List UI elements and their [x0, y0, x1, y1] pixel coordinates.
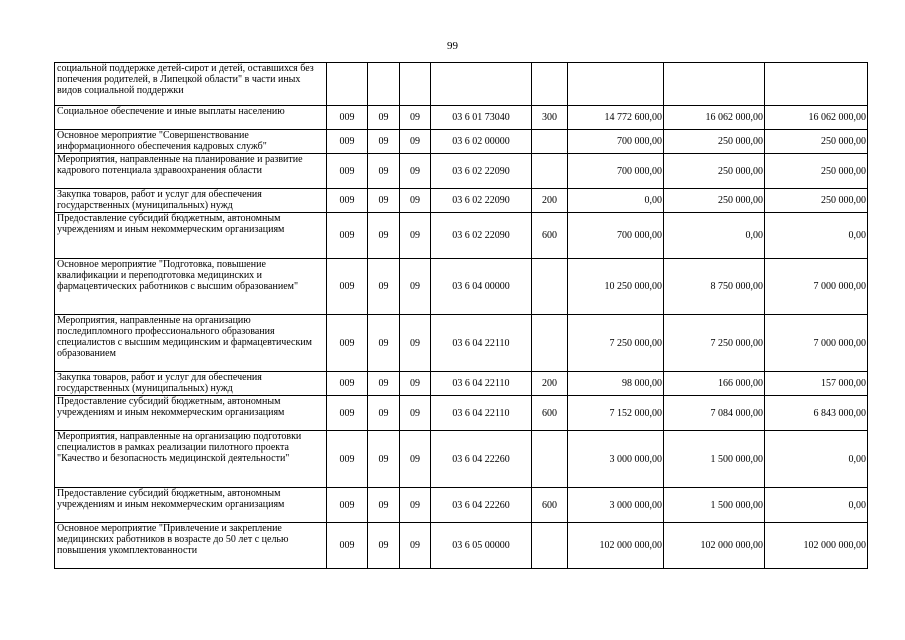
section-code: 09: [368, 213, 400, 259]
expense-type-code: 200: [532, 372, 568, 396]
amount-year-2: 250 000,00: [664, 189, 765, 213]
ministry-code: 009: [327, 488, 368, 523]
target-article-code: 03 6 04 22110: [431, 396, 532, 431]
ministry-code: 009: [327, 315, 368, 372]
ministry-code: 009: [327, 130, 368, 154]
row-name: Социальное обеспечение и иные выплаты населению: [55, 106, 327, 130]
amount-year-3: 0,00: [765, 431, 868, 488]
ministry-code: 009: [327, 396, 368, 431]
table-row: [55, 523, 868, 569]
subsection-code: 09: [400, 106, 431, 130]
amount-year-1: 700 000,00: [568, 130, 664, 154]
section-code: 09: [368, 315, 400, 372]
subsection-code: 09: [400, 130, 431, 154]
row-name: Мероприятия, направленные на организацию последипломного профессионального образования специалистов с высшим медицинским и фармацевтическим образованием: [55, 315, 327, 372]
expense-type-code: 300: [532, 106, 568, 130]
amount-year-3: 0,00: [765, 488, 868, 523]
section-code: 09: [368, 488, 400, 523]
target-article-code: 03 6 02 22090: [431, 189, 532, 213]
section-code: 09: [368, 189, 400, 213]
subsection-code: 09: [400, 523, 431, 569]
ministry-code: 009: [327, 154, 368, 189]
section-code: 09: [368, 259, 400, 315]
table-row: [55, 189, 868, 213]
row-name: Мероприятия, направленные на организацию подготовки специалистов в рамках реализации пилотного проекта "Качество и безопасность медицинской деятельности": [55, 431, 327, 488]
target-article-code: 03 6 01 73040: [431, 106, 532, 130]
ministry-code: 009: [327, 523, 368, 569]
amount-year-3: 102 000 000,00: [765, 523, 868, 569]
amount-year-3: 6 843 000,00: [765, 396, 868, 431]
ministry-code: 009: [327, 431, 368, 488]
amount-year-2: 1 500 000,00: [664, 431, 765, 488]
table-row: [55, 488, 868, 523]
ministry-code: 009: [327, 106, 368, 130]
expense-type-code: 600: [532, 488, 568, 523]
amount-year-3: 0,00: [765, 213, 868, 259]
target-article-code: 03 6 02 00000: [431, 130, 532, 154]
section-code: 09: [368, 106, 400, 130]
amount-year-3: 16 062 000,00: [765, 106, 868, 130]
row-name: Предоставление субсидий бюджетным, автономным учреждениям и иным некоммерческим организациям: [55, 213, 327, 259]
target-article-code: 03 6 04 22260: [431, 431, 532, 488]
amount-year-1: 10 250 000,00: [568, 259, 664, 315]
amount-year-2: 250 000,00: [664, 154, 765, 189]
table-row: [55, 315, 868, 372]
subsection-code: 09: [400, 488, 431, 523]
amount-year-3: 157 000,00: [765, 372, 868, 396]
expense-type-code: 600: [532, 396, 568, 431]
section-code: 09: [368, 431, 400, 488]
table-row: [55, 431, 868, 488]
amount-year-1: 7 250 000,00: [568, 315, 664, 372]
section-code: 09: [368, 130, 400, 154]
amount-year-1: 3 000 000,00: [568, 488, 664, 523]
amount-year-3: 250 000,00: [765, 189, 868, 213]
ministry-code: [327, 63, 368, 106]
section-code: 09: [368, 372, 400, 396]
section-code: 09: [368, 523, 400, 569]
amount-year-2: 102 000 000,00: [664, 523, 765, 569]
row-name: Предоставление субсидий бюджетным, автономным учреждениям и иным некоммерческим организациям: [55, 488, 327, 523]
amount-year-3: 7 000 000,00: [765, 259, 868, 315]
table-body: [55, 63, 868, 569]
subsection-code: 09: [400, 372, 431, 396]
amount-year-2: 7 250 000,00: [664, 315, 765, 372]
amount-year-1: [568, 63, 664, 106]
ministry-code: 009: [327, 259, 368, 315]
expense-type-code: [532, 130, 568, 154]
section-code: [368, 63, 400, 106]
amount-year-1: 700 000,00: [568, 154, 664, 189]
amount-year-3: [765, 63, 868, 106]
amount-year-2: [664, 63, 765, 106]
row-name: Закупка товаров, работ и услуг для обеспечения государственных (муниципальных) нужд: [55, 189, 327, 213]
subsection-code: 09: [400, 396, 431, 431]
row-name: Закупка товаров, работ и услуг для обеспечения государственных (муниципальных) нужд: [55, 372, 327, 396]
row-name: Предоставление субсидий бюджетным, автономным учреждениям и иным некоммерческим организациям: [55, 396, 327, 431]
ministry-code: 009: [327, 372, 368, 396]
row-name: Мероприятия, направленные на планирование и развитие кадрового потенциала здравоохранения области: [55, 154, 327, 189]
row-name: Основное мероприятие "Подготовка, повышение квалификации и переподготовка медицинских и фармацевтических работников с высшим образованием": [55, 259, 327, 315]
target-article-code: 03 6 04 22110: [431, 372, 532, 396]
expense-type-code: 600: [532, 213, 568, 259]
target-article-code: [431, 63, 532, 106]
amount-year-2: 0,00: [664, 213, 765, 259]
amount-year-1: 98 000,00: [568, 372, 664, 396]
row-name: Основное мероприятие "Привлечение и закрепление медицинских работников в возрасте до 50 лет с целью повышения укомплектованности: [55, 523, 327, 569]
expense-type-code: 200: [532, 189, 568, 213]
row-name: Основное мероприятие "Совершенствование информационного обеспечения кадровых служб": [55, 130, 327, 154]
amount-year-3: 250 000,00: [765, 130, 868, 154]
amount-year-1: 700 000,00: [568, 213, 664, 259]
subsection-code: 09: [400, 154, 431, 189]
target-article-code: 03 6 04 00000: [431, 259, 532, 315]
table-row: [55, 106, 868, 130]
expense-type-code: [532, 63, 568, 106]
row-name: социальной поддержке детей-сирот и детей, оставшихся без попечения родителей, в Липецкой области" в части иных видов социальной поддержки: [55, 63, 327, 106]
amount-year-1: 3 000 000,00: [568, 431, 664, 488]
ministry-code: 009: [327, 189, 368, 213]
expense-type-code: [532, 431, 568, 488]
section-code: 09: [368, 154, 400, 189]
subsection-code: 09: [400, 315, 431, 372]
amount-year-1: 7 152 000,00: [568, 396, 664, 431]
target-article-code: 03 6 04 22260: [431, 488, 532, 523]
page-number: 99: [447, 40, 458, 52]
subsection-code: [400, 63, 431, 106]
table-row: [55, 213, 868, 259]
budget-table: [54, 62, 868, 569]
target-article-code: 03 6 04 22110: [431, 315, 532, 372]
amount-year-2: 7 084 000,00: [664, 396, 765, 431]
table-row: [55, 154, 868, 189]
amount-year-2: 16 062 000,00: [664, 106, 765, 130]
amount-year-2: 166 000,00: [664, 372, 765, 396]
table-row: [55, 63, 868, 106]
amount-year-1: 0,00: [568, 189, 664, 213]
target-article-code: 03 6 05 00000: [431, 523, 532, 569]
amount-year-3: 250 000,00: [765, 154, 868, 189]
ministry-code: 009: [327, 213, 368, 259]
target-article-code: 03 6 02 22090: [431, 213, 532, 259]
expense-type-code: [532, 315, 568, 372]
expense-type-code: [532, 154, 568, 189]
amount-year-1: 14 772 600,00: [568, 106, 664, 130]
amount-year-3: 7 000 000,00: [765, 315, 868, 372]
table-row: [55, 259, 868, 315]
table-row: [55, 372, 868, 396]
table-row: [55, 130, 868, 154]
table-row: [55, 396, 868, 431]
expense-type-code: [532, 523, 568, 569]
amount-year-1: 102 000 000,00: [568, 523, 664, 569]
subsection-code: 09: [400, 431, 431, 488]
amount-year-2: 250 000,00: [664, 130, 765, 154]
amount-year-2: 1 500 000,00: [664, 488, 765, 523]
expense-type-code: [532, 259, 568, 315]
subsection-code: 09: [400, 189, 431, 213]
section-code: 09: [368, 396, 400, 431]
subsection-code: 09: [400, 259, 431, 315]
amount-year-2: 8 750 000,00: [664, 259, 765, 315]
subsection-code: 09: [400, 213, 431, 259]
target-article-code: 03 6 02 22090: [431, 154, 532, 189]
